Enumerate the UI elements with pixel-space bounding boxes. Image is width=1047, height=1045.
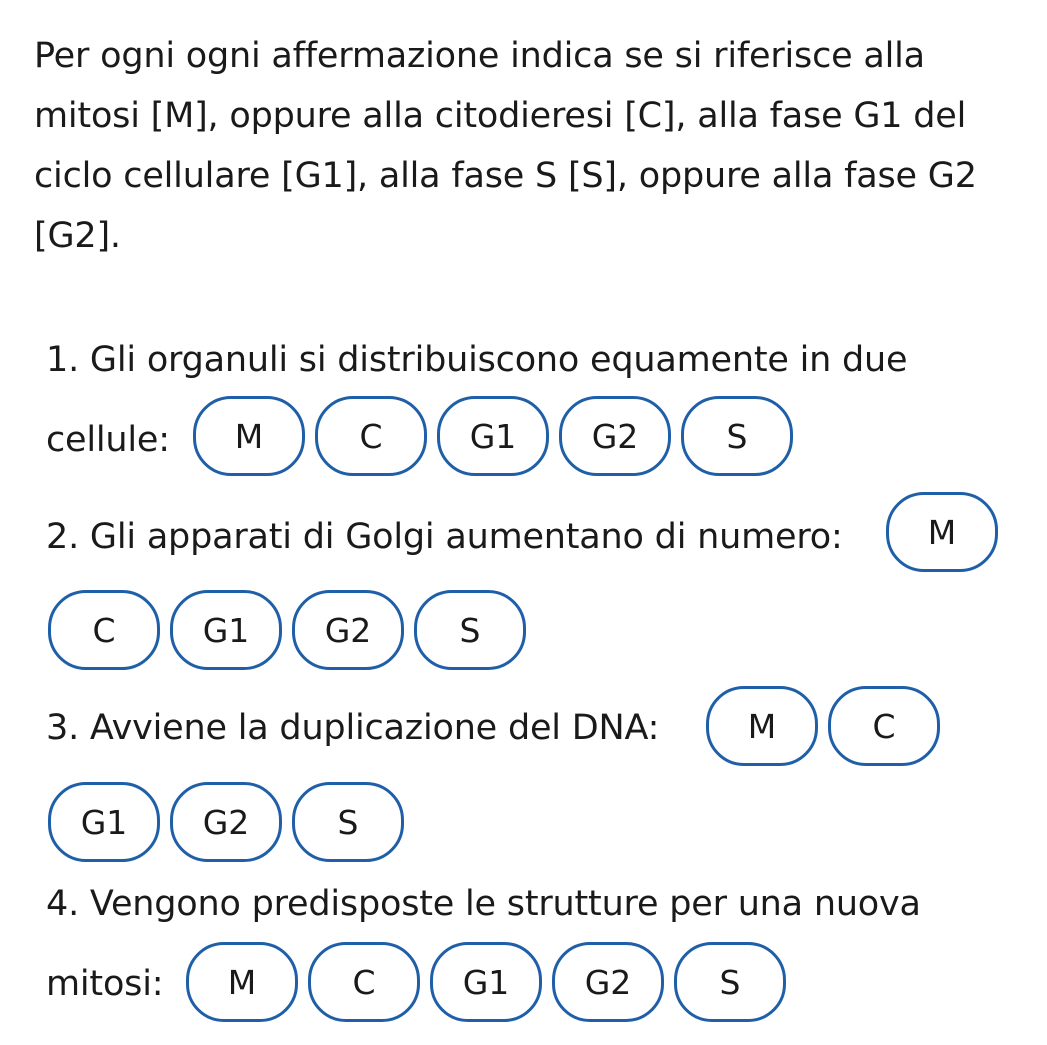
question-4-text: 4. Vengono predisposte le strutture per una nuova bbox=[46, 884, 921, 924]
q1-option-c-button[interactable]: C bbox=[315, 396, 427, 476]
question-1-text: 1. Gli organuli si distribuiscono equamente in due bbox=[46, 340, 908, 380]
q2-option-m-button[interactable]: M bbox=[886, 492, 998, 572]
instructions bbox=[34, 26, 1024, 266]
q1-option-m-button[interactable]: M bbox=[193, 396, 305, 476]
q3-option-c-button[interactable]: C bbox=[828, 686, 940, 766]
q1-option-g1-button[interactable]: G1 bbox=[437, 396, 549, 476]
question-3-text: 3. Avviene la duplicazione del DNA: bbox=[46, 708, 660, 748]
instructions-line: [G2]. bbox=[34, 216, 121, 256]
question-2-text: 2. Gli apparati di Golgi aumentano di numero: bbox=[46, 517, 843, 557]
q3-option-g2-button[interactable]: G2 bbox=[170, 782, 282, 862]
q3-option-m-button[interactable]: M bbox=[706, 686, 818, 766]
q4-option-g1-button[interactable]: G1 bbox=[430, 942, 542, 1022]
q4-option-s-button[interactable]: S bbox=[674, 942, 786, 1022]
instructions-line: mitosi [M], oppure alla citodieresi [C], alla fase G1 del bbox=[34, 96, 967, 136]
q2-option-g1-button[interactable]: G1 bbox=[170, 590, 282, 670]
q3-option-g1-button[interactable]: G1 bbox=[48, 782, 160, 862]
q4-option-m-button[interactable]: M bbox=[186, 942, 298, 1022]
q4-option-c-button[interactable]: C bbox=[308, 942, 420, 1022]
q1-option-s-button[interactable]: S bbox=[681, 396, 793, 476]
q4-option-g2-button[interactable]: G2 bbox=[552, 942, 664, 1022]
q2-option-g2-button[interactable]: G2 bbox=[292, 590, 404, 670]
question-1-text-cont: cellule: bbox=[46, 420, 170, 460]
q1-option-g2-button[interactable]: G2 bbox=[559, 396, 671, 476]
instructions-line: ciclo cellulare [G1], alla fase S [S], oppure alla fase G2 bbox=[34, 156, 977, 196]
q2-option-s-button[interactable]: S bbox=[414, 590, 526, 670]
q2-option-c-button[interactable]: C bbox=[48, 590, 160, 670]
q3-option-s-button[interactable]: S bbox=[292, 782, 404, 862]
question-4-text-cont: mitosi: bbox=[46, 964, 164, 1004]
instructions-line: Per ogni ogni affermazione indica se si riferisce alla bbox=[34, 36, 925, 76]
